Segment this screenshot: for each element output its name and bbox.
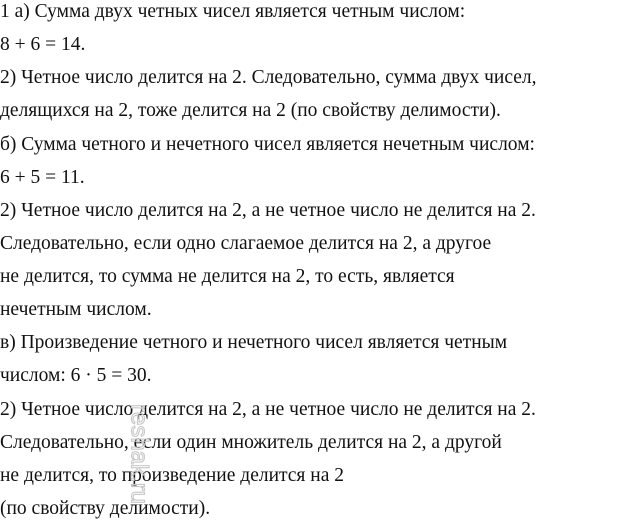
text-line-11: в) Произведение четного и нечетного чисел является четным <box>0 332 508 353</box>
text-line-1: 1 а) Сумма двух четных чисел является четным числом: <box>0 1 466 22</box>
text-line-15: не делится, то произведение делится на 2 <box>0 465 344 486</box>
text-line-4: делящихся на 2, тоже делится на 2 (по свойству делимости). <box>0 100 501 121</box>
text-line-9: не делится, то сумма не делится на 2, то есть, является <box>0 266 455 287</box>
text-line-3: 2) Четное число делится на 2. Следовательно, сумма двух чисел, <box>0 67 537 88</box>
text-line-8: Следовательно, если одно слагаемое делится на 2, а другое <box>0 233 492 254</box>
text-line-6: 6 + 5 = 11. <box>0 167 85 188</box>
text-line-12: числом: 6 · 5 = 30. <box>0 365 152 386</box>
text-line-5: б) Сумма четного и нечетного чисел является нечетным числом: <box>0 134 535 155</box>
text-line-7: 2) Четное число делится на 2, а не четное число не делится на 2. <box>0 200 536 221</box>
text-line-14: Следовательно, если один множитель делится на 2, а другой <box>0 432 502 453</box>
text-line-10: нечетным числом. <box>0 299 152 320</box>
text-line-16: (по свойству делимости). <box>0 498 211 519</box>
text-line-13: 2) Четное число делится на 2, а не четное число не делится на 2. <box>0 399 536 420</box>
svg-text:reshak.ru: reshak.ru <box>125 403 153 505</box>
text-line-2: 8 + 6 = 14. <box>0 34 86 55</box>
